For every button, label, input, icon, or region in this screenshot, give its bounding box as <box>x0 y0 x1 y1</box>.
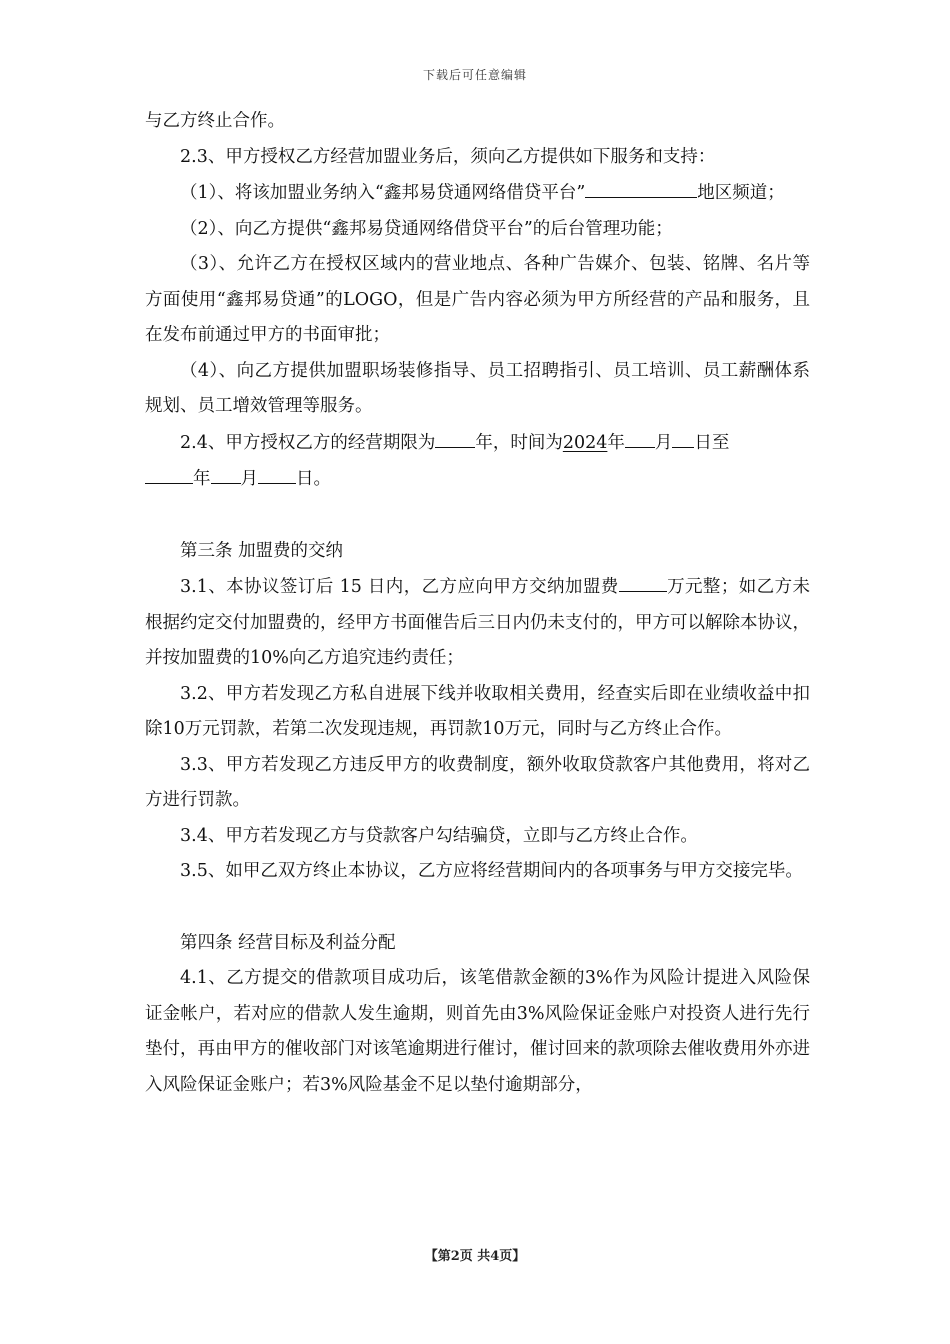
clause-3-5: 3.5、如甲乙双方终止本协议，乙方应将经营期间内的各项事务与甲方交接完毕。 <box>180 861 803 881</box>
end-year-unit: 年 <box>193 469 211 489</box>
clause-3-3: 3.3、甲方若发现乙方违反甲方的收费制度，额外收取贷款客户其他费用，将对乙方进行罚款。 <box>145 754 810 810</box>
page-header: 下载后可任意编辑 <box>422 68 527 82</box>
end-day-unit: 日。 <box>296 469 331 489</box>
start-year: 2024 <box>562 432 608 453</box>
end-month-unit: 月 <box>240 469 258 489</box>
region-blank <box>585 175 697 198</box>
clause-2-4-time-label: 年，时间为 <box>475 432 563 453</box>
clause-3-1-tail: 万元整；如乙方未根据约定交付加盟费的，经甲方书面催告后三日内仍未支付的，甲方可以解除本协议，并按加盟费的10%向乙方追究违约责任； <box>145 577 811 668</box>
page-footer: 【第2页 共4页】 <box>424 1249 526 1264</box>
clause-2-4-text: 2.4、甲方授权乙方的经营期限为 <box>180 432 436 453</box>
clause-2-3-1 <box>145 175 810 212</box>
paragraph-continuation: 与乙方终止合作。 <box>145 111 285 131</box>
clause-2-3-3: （3）、允许乙方在授权区域内的营业地点、各种广告媒介、包装、铭牌、名片等方面使用“鑫邦易贷通”的LOGO，但是广告内容必须为甲方所经营的产品和服务，且在发布前通过甲方的书面审批； <box>145 254 810 345</box>
start-year-unit: 年 <box>607 432 625 453</box>
clause-2-3-1-text: （1）、将该加盟业务纳入“鑫邦易贷通网络借贷平台” <box>180 183 586 203</box>
start-day-blank <box>672 425 694 448</box>
section-3-title: 第三条 加盟费的交纳 <box>180 540 344 561</box>
clause-2-3: 2.3、甲方授权乙方经营加盟业务后，须向乙方提供如下服务和支持： <box>180 146 716 167</box>
clause-2-3-1-tail: 地区频道； <box>697 183 785 203</box>
clause-3-1 <box>145 569 810 677</box>
clause-4-1: 4.1、乙方提交的借款项目成功后，该笔借款金额的3%作为风险计提进入风险保证金帐户，若对应的借款人发生逾期，则首先由3%风险保证金账户对投资人进行先行垫付，再由甲方的催收部门对该笔逾期进行催讨，催讨回来的款项除去催收费用外亦进入风险保证金账户；若3%风险基金不足以垫付逾期部分， <box>145 968 810 1095</box>
start-month-unit: 月 <box>654 432 673 453</box>
fee-amount-blank <box>619 569 667 592</box>
clause-3-2: 3.2、甲方若发现乙方私自进展下线并收取相关费用，经查实后即在业绩收益中扣除10万元罚款，若第二次发现违规，再罚款10万元，同时与乙方终止合作。 <box>145 683 810 739</box>
document-body <box>145 104 810 1103</box>
clause-3-4: 3.4、甲方若发现乙方与贷款客户勾结骗贷，立即与乙方终止合作。 <box>180 825 698 846</box>
end-day-blank <box>258 461 296 484</box>
clause-2-3-4: （4）、向乙方提供加盟职场装修指导、员工招聘指引、员工培训、员工薪酬体系规划、员工增效管理等服务。 <box>145 360 810 416</box>
clause-3-1-text: 3.1、本协议签订后 15 日内，乙方应向甲方交纳加盟费 <box>180 577 619 597</box>
clause-2-3-2: （2）、向乙方提供“鑫邦易贷通网络借贷平台”的后台管理功能； <box>180 218 673 239</box>
clause-2-4 <box>145 425 810 498</box>
start-day-unit: 日至 <box>694 432 730 453</box>
section-4-title: 第四条 经营目标及利益分配 <box>180 932 396 953</box>
term-years-blank <box>435 425 475 448</box>
end-year-blank <box>145 461 193 484</box>
end-month-blank <box>211 461 241 484</box>
start-month-blank <box>625 425 655 448</box>
